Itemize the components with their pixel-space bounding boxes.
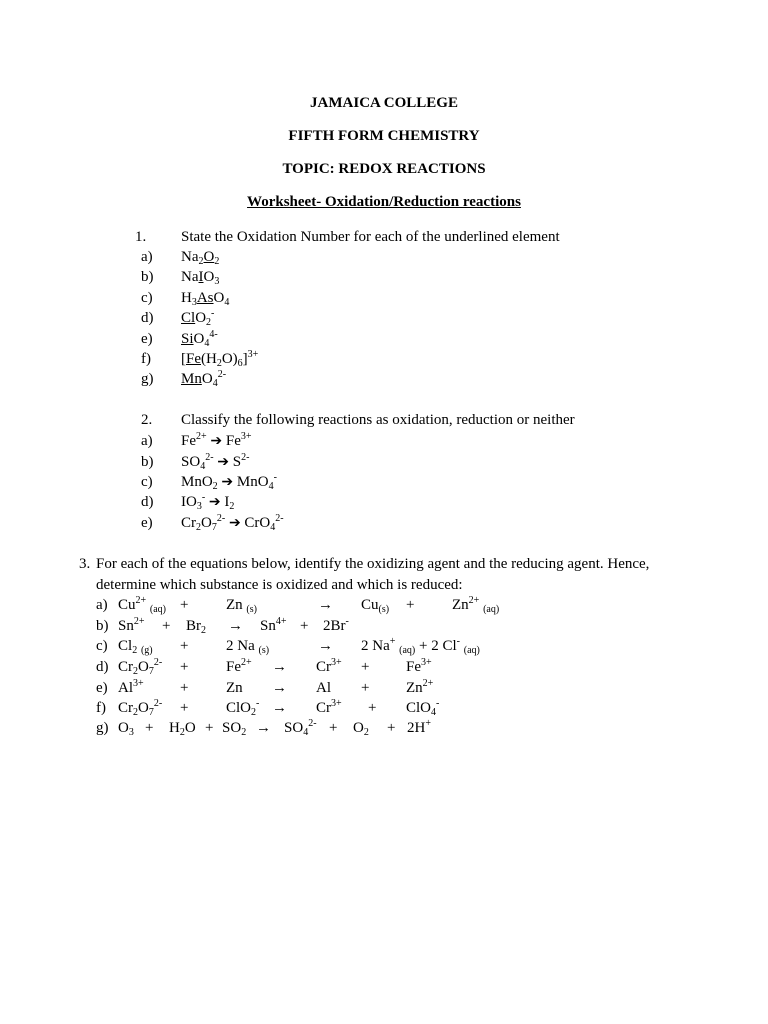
q3-g-product3: 2H+ [407, 718, 431, 736]
q1-label-f: f) [141, 351, 151, 367]
q3-c-reactant2: 2 Na $_{(s)}$ [226, 638, 270, 656]
q3-g-reactant1: $O_3$ [118, 720, 134, 738]
q1-label-b: b) [141, 269, 154, 285]
q1-formula-g: MnO$_4^{2-}$ [181, 369, 227, 389]
q3-e-plus1: + [180, 680, 189, 696]
q1-formula-a: $Na_2O_2$ [181, 249, 220, 267]
q2-label-e: e) [141, 515, 153, 531]
q3-f-reactant1: $Cr_2O_7^{2-}$ [118, 698, 163, 718]
q3-e-reactant1: $Al^{3+}$ [118, 678, 144, 696]
q3-c-plus1: + [180, 638, 189, 654]
q3-c-reactant1: $Cl_2$ $_{(g)}$ [118, 638, 153, 656]
q3-b-product1: $Sn^{4+}$ [260, 616, 287, 634]
q3-label-b: b) [96, 618, 109, 634]
q3-a-product1: $Cu_{(s)}$ [361, 597, 390, 615]
q1-label-e: e) [141, 331, 153, 347]
q3-d-arrow: → [272, 659, 287, 675]
q3-d-reactant2: $Fe^{2+}$ [226, 657, 252, 675]
q2-label-b: b) [141, 454, 154, 470]
q3-f-reactant2: ClO$_2$- [226, 698, 260, 718]
topic-title: TOPIC: REDOX REACTIONS [282, 161, 486, 177]
q3-e-product1: Al [316, 680, 331, 696]
q1-formula-b: NaIO$_3$ [181, 269, 220, 287]
q3-f-plus1: + [180, 700, 189, 716]
q3-e-arrow: → [272, 680, 287, 696]
q3-g-plus4: + [387, 720, 396, 736]
q3-label-f: f) [96, 700, 106, 716]
worksheet-title: Worksheet- Oxidation/Reduction reactions [247, 194, 521, 210]
q2-label-c: c) [141, 474, 153, 490]
q3-b-arrow: → [228, 618, 243, 634]
q3-d-product1: $Cr^{3+}$ [316, 657, 342, 675]
q3-label-c: c) [96, 638, 108, 654]
q3-label-g: g) [96, 720, 109, 736]
q3-g-plus1: + [145, 720, 154, 736]
q3-g-arrow: → [256, 720, 271, 736]
q2-label-d: d) [141, 494, 154, 510]
q3-label-e: e) [96, 680, 108, 696]
q3-b-product2: 2Br- [323, 616, 349, 634]
q3-e-reactant2: Zn [226, 680, 243, 696]
q3-label-a: a) [96, 597, 108, 613]
q3-d-plus2: + [361, 659, 370, 675]
q3-b-reactant1: $Sn^{2+}$ [118, 616, 145, 634]
q3-d-plus1: + [180, 659, 189, 675]
q1-label-g: g) [141, 371, 154, 387]
q1-formula-c: $H_3AsO_4$ [181, 290, 230, 308]
q2-reaction-e: $Cr_2O_7^{2-}$ ➔ CrO$_4^{2-}$ [181, 513, 284, 533]
q1-formula-f: $[Fe(H_2O)_6]^{3+}$ [181, 349, 259, 369]
q3-prompt-line2: determine which substance is oxidized and which is reduced: [96, 577, 463, 593]
q3-d-product2: $Fe^{3+}$ [406, 657, 432, 675]
q2-number: 2. [141, 412, 153, 428]
course-title: FIFTH FORM CHEMISTRY [288, 128, 480, 144]
q3-d-reactant1: $Cr_2O_7^{2-}$ [118, 657, 163, 677]
school-title: JAMAICA COLLEGE [310, 95, 458, 111]
q3-e-plus2: + [361, 680, 370, 696]
q3-g-reactant2: $H_2O$ [169, 720, 196, 738]
q3-g-product1: $SO_4^{2-}$ [284, 718, 317, 738]
q1-number: 1. [135, 229, 147, 245]
q3-a-plus2: + [406, 597, 415, 613]
q3-c-arrow: → [318, 638, 333, 654]
q1-label-c: c) [141, 290, 153, 306]
q3-label-d: d) [96, 659, 109, 675]
q3-number: 3. [79, 556, 91, 572]
q3-a-reactant2: Zn $_{(s)}$ [226, 597, 257, 615]
q1-label-d: d) [141, 310, 154, 326]
q3-g-reactant3: $SO_2$ [222, 720, 247, 738]
q3-g-plus3: + [329, 720, 338, 736]
q3-a-plus1: + [180, 597, 189, 613]
q2-reaction-c: MnO$_2$ ➔ MnO$_4$- [181, 472, 277, 492]
q3-f-product1: $Cr^{3+}$ [316, 698, 342, 716]
q2-reaction-a: $Fe^{2+}$ ➔ $Fe^{3+}$ [181, 431, 252, 449]
q2-label-a: a) [141, 433, 153, 449]
q1-formula-e: SiO$_4^{4-}$ [181, 329, 218, 349]
q3-e-product2: $Zn^{2+}$ [406, 678, 434, 696]
q3-g-product2: $O_2$ [353, 720, 369, 738]
q3-a-arrow: → [318, 597, 333, 613]
q3-prompt-line1: For each of the equations below, identify the oxidizing agent and the reducing agent. Hence, [96, 556, 650, 572]
q3-f-plus2: + [368, 700, 377, 716]
q1-prompt: State the Oxidation Number for each of the underlined element [181, 229, 560, 245]
q3-b-plus2: + [300, 618, 309, 634]
q2-reaction-d: $IO_3^-$ ➔ $I_2$ [181, 492, 235, 512]
q3-g-plus2: + [205, 720, 214, 736]
q1-formula-d: ClO$_2$- [181, 308, 215, 328]
q3-f-product2: ClO$_4$- [406, 698, 440, 718]
q2-reaction-b: $SO_4^{2-}$ ➔ $S^{2-}$ [181, 452, 250, 472]
q3-a-reactant1: $Cu^{2+}$ $_{(aq)}$ [118, 595, 167, 615]
q3-f-arrow: → [272, 700, 287, 716]
q3-b-reactant2: $Br_2$ [186, 618, 206, 636]
q3-c-products: 2 Na+ $_{(aq)}$ + 2 Cl- $_{(aq)}$ [361, 636, 480, 656]
q1-label-a: a) [141, 249, 153, 265]
q3-b-plus1: + [162, 618, 171, 634]
q2-prompt: Classify the following reactions as oxidation, reduction or neither [181, 412, 575, 428]
q3-a-product2: $Zn^{2+}$ $_{(aq)}$ [452, 595, 500, 615]
